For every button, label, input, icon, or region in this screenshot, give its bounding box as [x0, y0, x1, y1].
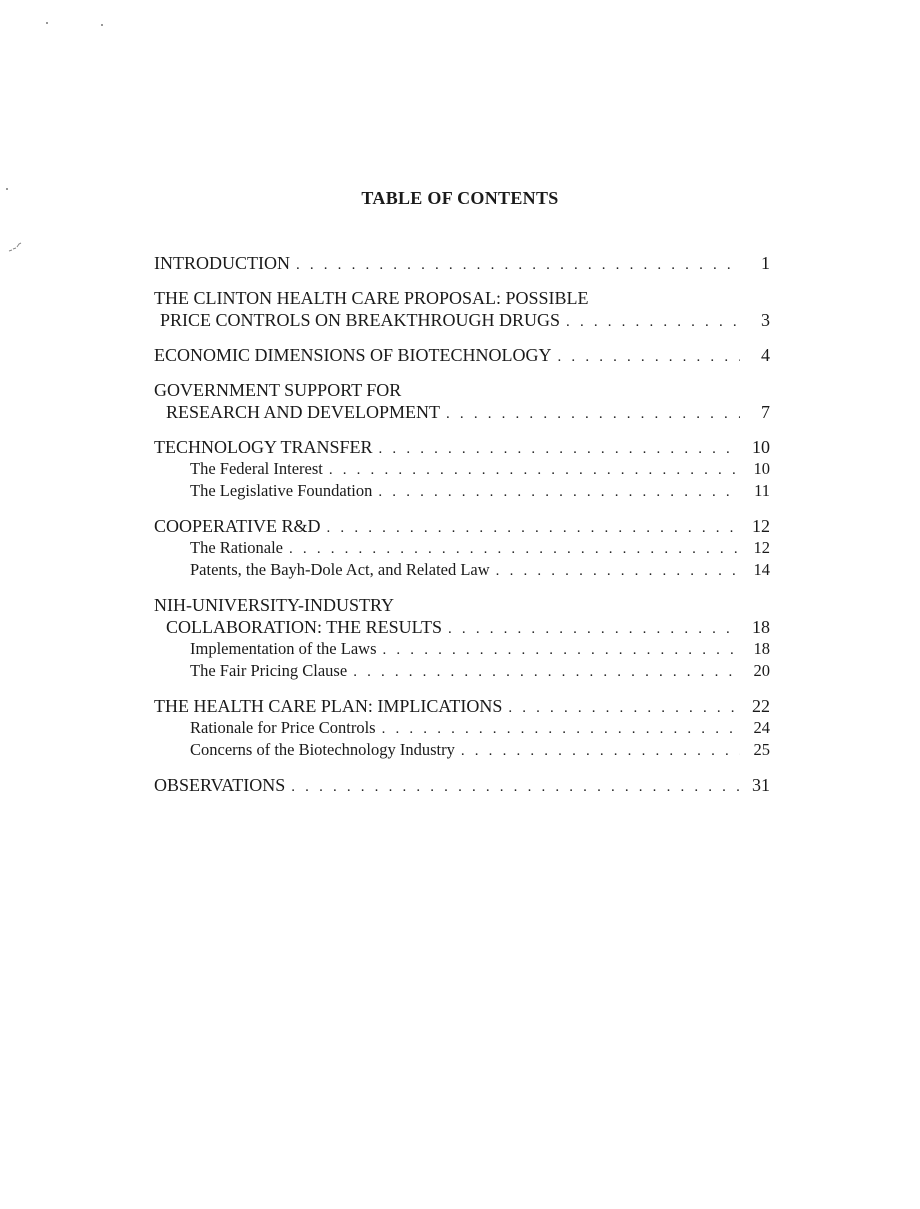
toc-page-number: 11: [754, 481, 770, 500]
toc-subrow[interactable]: [154, 559, 770, 581]
dot-leader: [379, 438, 740, 460]
toc-subentry-title: Patents, the Bayh-Dole Act, and Related Law: [190, 560, 490, 579]
toc-page-number: 4: [761, 345, 770, 365]
toc-entry-title: ECONOMIC DIMENSIONS OF BIOTECHNOLOGY: [154, 345, 552, 365]
toc-page-number: 1: [761, 253, 770, 273]
toc-entry-title: RESEARCH AND DEVELOPMENT: [166, 402, 441, 422]
toc-subrow[interactable]: [154, 458, 770, 480]
scan-speck: [101, 24, 103, 26]
toc-subrow[interactable]: [154, 660, 770, 682]
toc-subentries: [154, 638, 770, 682]
toc-subentries: [154, 537, 770, 581]
toc-page-number: 10: [753, 459, 770, 478]
toc-subentry-title: Concerns of the Biotechnology Industry: [190, 740, 455, 759]
toc-subrow[interactable]: [154, 480, 770, 502]
dot-leader: [382, 718, 740, 740]
toc-subentries: [154, 717, 770, 761]
dot-leader: [327, 517, 740, 539]
toc-page-number: 14: [753, 560, 770, 579]
toc-page-number: 25: [753, 740, 770, 759]
toc-page-number: 10: [752, 437, 770, 457]
dot-leader: [496, 560, 740, 582]
toc-subentry-title: The Rationale: [190, 538, 284, 557]
dot-leader: [329, 459, 740, 481]
toc-row[interactable]: [154, 774, 770, 796]
pencil-mark: [8, 241, 22, 253]
toc-subrow[interactable]: [154, 638, 770, 660]
toc-page-number: 12: [752, 516, 770, 536]
toc-entry-title: PRICE CONTROLS ON BREAKTHROUGH DRUGS: [160, 310, 561, 330]
dot-leader: [446, 403, 740, 425]
toc-subentry-title: The Legislative Foundation: [190, 481, 373, 500]
toc-entry: [154, 436, 770, 502]
toc-row[interactable]: [154, 401, 770, 423]
dot-leader: [448, 618, 740, 640]
toc-entry-title: TECHNOLOGY TRANSFER: [154, 437, 373, 457]
toc-entry: [154, 252, 770, 274]
toc-page-number: 3: [761, 310, 770, 330]
toc-row[interactable]: [154, 695, 770, 717]
toc-entry-title: COOPERATIVE R&D: [154, 516, 321, 536]
toc-page-number: 24: [753, 718, 770, 737]
toc-entry-title: OBSERVATIONS: [154, 775, 286, 795]
toc-entry: [154, 515, 770, 581]
toc-page-number: 18: [752, 617, 770, 637]
dot-leader: [378, 481, 740, 503]
toc-entry: [154, 594, 770, 682]
toc-subrow[interactable]: [154, 537, 770, 559]
toc-entry: [154, 695, 770, 761]
toc-entry: [154, 287, 770, 331]
toc-entry: [154, 379, 770, 423]
toc-row[interactable]: [154, 515, 770, 537]
toc-page-number: 7: [761, 402, 770, 422]
toc-row[interactable]: [154, 252, 770, 274]
toc-row[interactable]: [154, 344, 770, 366]
toc-row[interactable]: [154, 309, 770, 331]
toc-entry-title: INTRODUCTION: [154, 253, 290, 273]
toc-subentry-title: Implementation of the Laws: [190, 639, 377, 658]
toc-page-number: 12: [753, 538, 770, 557]
scan-speck: [46, 22, 48, 24]
dot-leader: [353, 661, 740, 683]
toc-row[interactable]: [154, 616, 770, 638]
dot-leader: [558, 346, 740, 368]
toc-entry: [154, 774, 770, 796]
toc-row[interactable]: [154, 436, 770, 458]
toc-subentry-title: Rationale for Price Controls: [190, 718, 376, 737]
toc-entry-title: THE HEALTH CARE PLAN: IMPLICATIONS: [154, 696, 503, 716]
toc-entry-title: COLLABORATION: THE RESULTS: [166, 617, 443, 637]
toc-subrow[interactable]: [154, 717, 770, 739]
toc-page-number: 22: [752, 696, 770, 716]
dot-leader: [289, 538, 740, 560]
toc-subentry-title: The Fair Pricing Clause: [190, 661, 348, 680]
toc-subrow[interactable]: [154, 739, 770, 761]
toc-list: [154, 252, 770, 809]
toc-page-number: 20: [753, 661, 770, 680]
dot-leader: [383, 639, 741, 661]
toc-entry-title-line1: NIH-UNIVERSITY-INDUSTRY: [154, 595, 394, 615]
toc-page-number: 18: [753, 639, 770, 658]
page-title: TABLE OF CONTENTS: [361, 188, 559, 208]
toc-subentries: [154, 458, 770, 502]
toc-entry-title-line1: THE CLINTON HEALTH CARE PROPOSAL: POSSIBLE: [154, 288, 589, 308]
dot-leader: [566, 311, 740, 333]
toc-entry: [154, 344, 770, 366]
dot-leader: [508, 697, 740, 719]
dot-leader: [461, 740, 740, 762]
dot-leader: [291, 776, 740, 798]
toc-subentry-title: The Federal Interest: [190, 459, 323, 478]
toc-page-number: 31: [752, 775, 770, 795]
dot-leader: [296, 254, 740, 276]
toc-entry-title-line1: GOVERNMENT SUPPORT FOR: [154, 380, 402, 400]
